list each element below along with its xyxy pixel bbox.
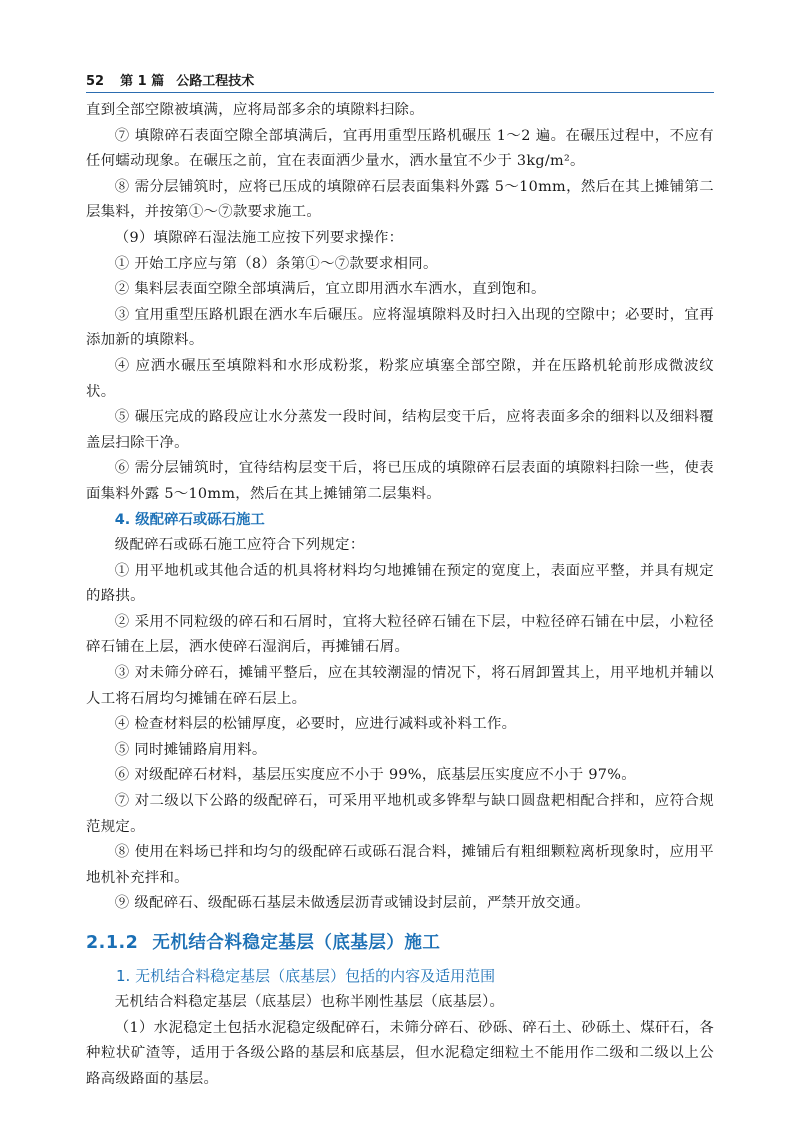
paragraph: ⑥ 对级配碎石材料，基层压实度应不小于 99%，底基层压实度应不小于 97%。 [114, 767, 636, 784]
paragraph: ② 采用不同粒级的碎石和石屑时，宜将大粒径碎石铺在下层，中粒径碎石铺在中层，小粒径碎石铺在上层，洒水使碎石湿润后，再摊铺石屑。 [86, 613, 714, 656]
paragraph: ③ 宜用重型压路机跟在洒水车后碾压。应将湿填隙料及时扫入出现的空隙中；必要时，宜再添加新的填隙料。 [86, 306, 714, 349]
page-header [86, 70, 714, 93]
paragraph: ⑧ 使用在料场已拌和均匀的级配碎石或砾石混合料，摊铺后有粗细颗粒离析现象时，应用平地机补充拌和。 [86, 844, 714, 886]
paragraph: 无机结合料稳定基层（底基层）也称半刚性基层（底基层）。 [114, 994, 505, 1010]
paragraph: （9）填隙碎石湿法施工应按下列要求操作： [114, 229, 404, 246]
paragraph: （1）水泥稳定土包括水泥稳定级配碎石，未筛分碎石、砂砾、碎石土、砂砾土、煤矸石，各种粒状矿渣等，适用于各级公路的基层和底基层，但水泥稳定细粒土不能用作二级和二级以上公路高级路面的基层。 [86, 1019, 714, 1087]
part-label: 第 1 篇 [120, 74, 165, 89]
paragraph: ⑦ 填隙碎石表面空隙全部填满后，宜再用重型压路机碾压 1～2 遍。在碾压过程中，不应有任何蠕动现象。在碾压之前，宜在表面洒少量水，洒水量宜不少于 3kg/m²。 [86, 127, 714, 170]
paragraph: ⑦ 对二级以下公路的级配碎石，可采用平地机或多铧犁与缺口圆盘耙相配合拌和，应符合规范规定。 [86, 793, 714, 835]
section-title: 无机结合料稳定基层（底基层）施工 [152, 933, 441, 953]
body-text [86, 98, 714, 1092]
paragraph: 直到全部空隙被填满，应将局部多余的填隙料扫除。 [86, 102, 424, 118]
paragraph: ② 集料层表面空隙全部填满后，宜立即用洒水车洒水，直到饱和。 [114, 281, 546, 298]
paragraph: ④ 检查材料层的松铺厚度，必要时，应进行减料或补料工作。 [114, 716, 517, 733]
paragraph: ③ 对未筛分碎石，摊铺平整后，应在其较潮湿的情况下，将石屑卸置其上，用平地机并辅以人工将石屑均匀摊铺在碎石层上。 [86, 665, 714, 707]
paragraph: ⑥ 需分层铺筑时，宜待结构层变干后，将已压成的填隙碎石层表面的填隙料扫除一些，使表面集料外露 5～10mm，然后在其上摊铺第二层集料。 [86, 460, 714, 502]
paragraph: ① 开始工序应与第（8）条第①～⑦款要求相同。 [114, 255, 438, 272]
paragraph: ④ 应洒水碾压至填隙料和水形成粉浆，粉浆应填塞全部空隙，并在压路机轮前形成微波纹状。 [86, 357, 714, 400]
section-number: 2.1.2 [86, 933, 139, 953]
subsection-heading: 1. 无机结合料稳定基层（底基层）包括的内容及适用范围 [116, 967, 496, 985]
section-heading [86, 929, 714, 957]
paragraph: ⑤ 同时摊铺路肩用料。 [114, 741, 267, 758]
paragraph: 级配碎石或砾石施工应符合下列规定： [114, 537, 365, 554]
paragraph: ① 用平地机或其他合适的机具将材料均匀地摊铺在预定的宽度上，表面应平整，并具有规定的路拱。 [86, 562, 714, 605]
subheading-graded-gravel: 4. 级配碎石或砾石施工 [114, 511, 265, 528]
part-title: 公路工程技术 [176, 74, 255, 89]
page-number: 52 [86, 74, 105, 89]
paragraph: ⑧ 需分层铺筑时，应将已压成的填隙碎石层表面集料外露 5～10mm，然后在其上摊铺第二层集料，并按第①～⑦款要求施工。 [86, 178, 714, 221]
paragraph: ⑤ 碾压完成的路段应让水分蒸发一段时间，结构层变干后，应将表面多余的细料以及细料覆盖层扫除干净。 [86, 409, 714, 451]
paragraph: ⑨ 级配碎石、级配砾石基层未做透层沥青或铺设封层前，严禁开放交通。 [114, 895, 590, 912]
